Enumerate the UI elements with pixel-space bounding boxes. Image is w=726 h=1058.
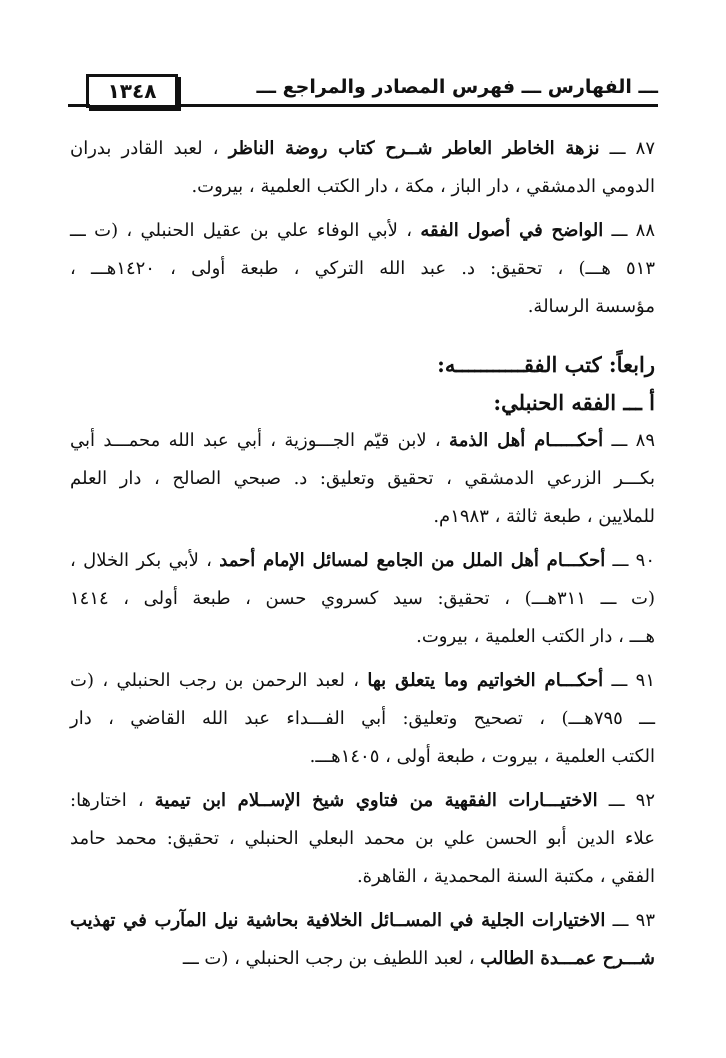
running-header: [68, 70, 658, 114]
entry-text: ، لأبي بكر الخلال ،: [70, 550, 220, 571]
bibliography-entry: [70, 130, 655, 206]
entry-title: الواضح في أصول الفقه: [420, 220, 604, 241]
page-content: [70, 130, 655, 984]
entry-text: ، لأبي الوفاء علي بن عقيل الحنبلي ، (ت ـــ: [70, 220, 421, 241]
bibliography-entry: [70, 422, 655, 536]
entry-text: ، لعبد اللطيف بن رجب الحنبلي ، (ت ـــ: [182, 948, 481, 969]
entry-text: ، لعبد القادر بدران: [70, 138, 229, 159]
entry-line: [70, 168, 655, 206]
bibliography-entry: [70, 212, 655, 326]
entry-line: [70, 542, 655, 580]
entry-number: ٨٨ ـــ: [603, 220, 656, 241]
bibliography-entry: [70, 542, 655, 656]
entry-title: أحكـــام أهل الملل من الجامع لمسائل الإمام أحمد: [219, 550, 606, 571]
entry-line: [70, 700, 655, 738]
entry-line: [70, 498, 655, 536]
header-title: ـــ الفهارس ـــ فهرس المصادر والمراجع ـــ: [256, 76, 658, 98]
entry-line: [70, 130, 655, 168]
entry-line: [70, 288, 655, 326]
entry-text: علاء الدين أبو الحسن علي بن محمد البعلي الحنبلي ، تحقيق: محمد حامد: [70, 828, 655, 849]
entry-line: [70, 858, 655, 896]
bibliography-entry: [70, 902, 655, 978]
entry-text: (ت ـــ ٣١١هـــ) ، تحقيق: سيد كسروي حسن ، طبعة أولى ، ١٤١٤: [70, 588, 655, 609]
section-heading: رابعاً: كتب الفقـــــــــــه:: [437, 352, 655, 377]
entry-line: [70, 422, 655, 460]
entry-line: [70, 940, 655, 978]
bibliography-entry: [70, 662, 655, 776]
entry-line: [70, 662, 655, 700]
entry-number: ٩٠ ـــ: [605, 550, 656, 571]
entry-text: هـــ ، دار الكتب العلمية ، بيروت.: [416, 626, 655, 647]
entry-line: [70, 212, 655, 250]
entry-text: الفقي ، مكتبة السنة المحمدية ، القاهرة.: [356, 866, 655, 887]
entries-group-1: [70, 130, 655, 332]
entry-text: الكتب العلمية ، بيروت ، طبعة أولى ، ١٤٠٥هـــ.: [309, 746, 655, 767]
subsection-heading: أ ـــ الفقه الحنبلي:: [493, 390, 655, 415]
page-number: ١٣٤٨: [86, 74, 178, 108]
entry-line: [70, 460, 655, 498]
entry-number: ٩١ ـــ: [603, 670, 655, 691]
entry-text: ، لابن قيّم الجـــوزية ، أبي عبد الله محمـــد أبي: [70, 430, 450, 451]
entry-title: الاختيارات الجلية في المســائل الخلافية بحاشية نيل المآرب في تهذيب: [70, 910, 606, 931]
entry-number: ٨٩ ـــ: [603, 430, 655, 451]
entry-line: [70, 738, 655, 776]
entry-line: [70, 820, 655, 858]
entry-title: أحكـــام الخواتيم وما يتعلق بها: [367, 670, 604, 691]
entry-line: [70, 782, 655, 820]
entry-text: بكـــر الزرعي الدمشقي ، تحقيق وتعليق: د. صبحي الصالح ، دار العلم: [70, 468, 655, 489]
entry-number: ٨٧ ـــ: [599, 138, 656, 159]
bibliography-entry: [70, 782, 655, 896]
entries-group-2: [70, 422, 655, 984]
entry-title: نزهة الخاطر العاطر شــرح كتاب روضة الناظر: [228, 138, 600, 159]
entry-line: [70, 618, 655, 656]
entry-text: للملايين ، طبعة ثالثة ، ١٩٨٣م.: [433, 506, 655, 527]
entry-title: أحكـــــام أهل الذمة: [449, 430, 604, 451]
entry-number: ٩٣ ـــ: [605, 910, 655, 931]
entry-text: ، اختارها:: [70, 790, 155, 811]
entry-number: ٩٢ ـــ: [597, 790, 656, 811]
entry-title: الاختيـــارات الفقهية من فتاوي شيخ الإســلام ابن تيمية: [154, 790, 598, 811]
entry-text: الدومي الدمشقي ، دار الباز ، مكة ، دار الكتب العلمية ، بيروت.: [191, 176, 655, 197]
entry-line: [70, 250, 655, 288]
entry-text: ٥١٣ هـــ) ، تحقيق: د. عبد الله التركي ، طبعة أولى ، ١٤٢٠هـــ ،: [70, 258, 656, 279]
entry-text: ـــ ٧٩٥هـــ) ، تصحيح وتعليق: أبي الفـــداء عبد الله القاضي ، دار: [70, 708, 656, 729]
entry-text: مؤسسة الرسالة.: [527, 296, 655, 317]
header-rule: [176, 104, 658, 107]
entry-line: [70, 580, 655, 618]
entry-title: شـــرح عمـــدة الطالب: [480, 948, 655, 969]
entry-text: ، لعبد الرحمن بن رجب الحنبلي ، (ت: [70, 670, 368, 691]
header-rule-left: [68, 104, 90, 107]
entry-line: [70, 902, 655, 940]
